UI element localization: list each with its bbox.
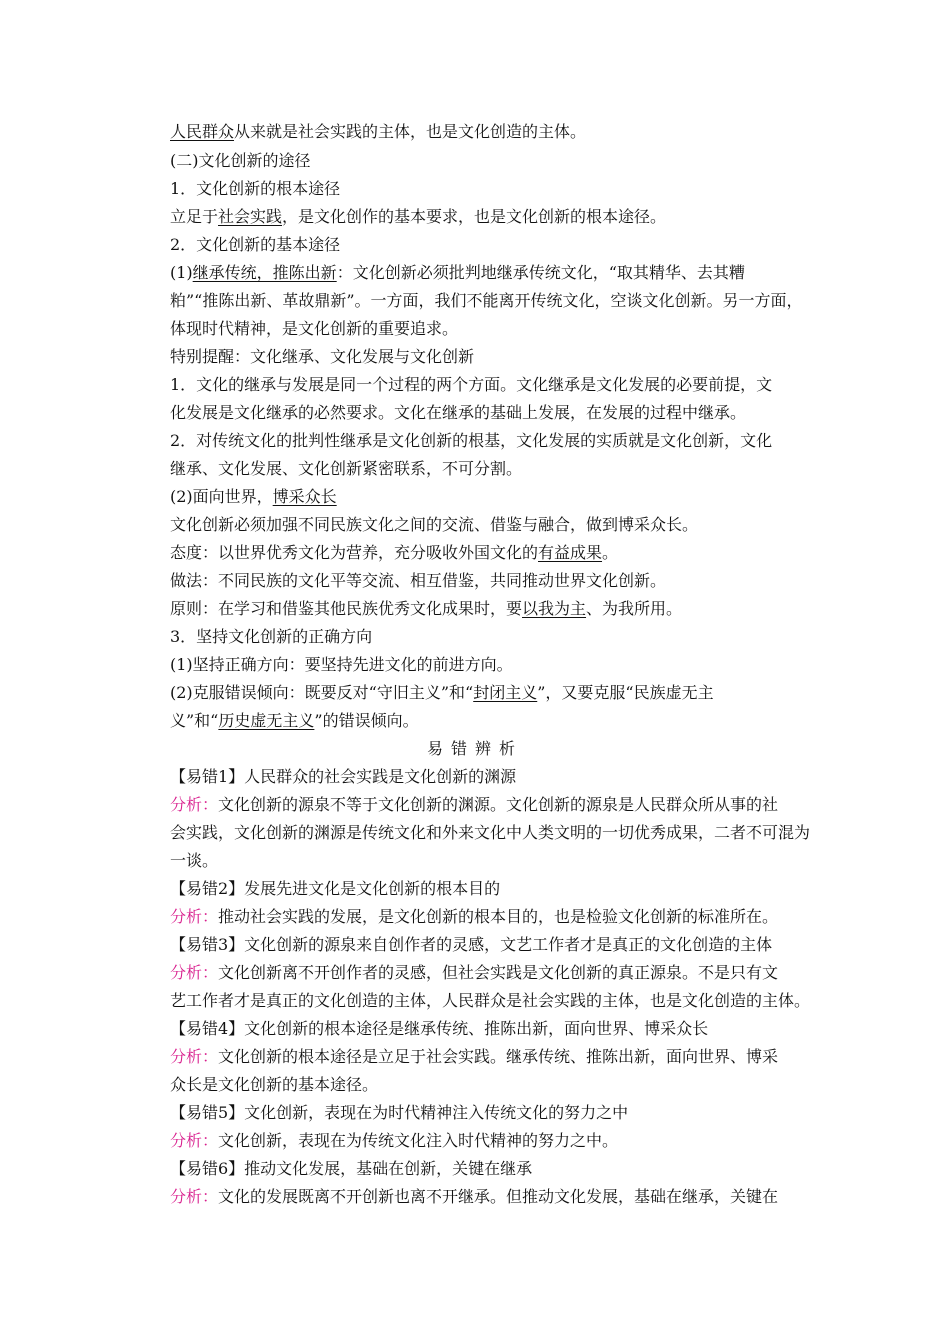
paragraph-line: (2)克服错误倾向：既要反对“守旧主义”和“封闭主义”，又要克服“民族虚无主 [170,683,714,702]
paragraph-line: 继承、文化发展、文化创新紧密联系，不可分割。 [170,459,523,478]
analysis-label: 分析： [170,1047,219,1066]
key-term: 人民群众 [170,122,235,141]
subsection-heading: 1．文化创新的根本途径 [170,179,341,198]
analysis-line: 分析：推动社会实践的发展，是文化创新的根本目的，也是检验文化创新的标准所在。 [170,907,779,926]
paragraph-line: (1)坚持正确方向：要坚持先进文化的前进方向。 [170,655,513,674]
analysis-line: 一谈。 [170,851,219,870]
analysis-line: 分析：文化创新的源泉不等于文化创新的渊源。文化创新的源泉是人民群众所从事的社 [170,795,779,814]
error-heading: 【易错5】文化创新，表现在为时代精神注入传统文化的努力之中 [170,1103,629,1122]
analysis-line: 分析：文化的发展既离不开创新也离不开继承。但推动文化发展，基础在继承，关键在 [170,1187,779,1206]
analysis-label: 分析： [170,1187,219,1206]
paragraph-line: 1．文化的继承与发展是同一个过程的两个方面。文化继承是文化发展的必要前提，文 [170,375,773,394]
key-term: 社会实践 [218,207,283,226]
analysis-line: 分析：文化创新，表现在为传统文化注入时代精神的努力之中。 [170,1131,619,1150]
note-heading: 特别提醒：文化继承、文化发展与文化创新 [170,347,475,366]
analysis-label: 分析： [170,907,219,926]
key-term: 以我为主 [522,599,587,618]
key-term: 封闭主义 [473,683,538,702]
key-term: 有益成果 [538,543,603,562]
error-heading: 【易错4】文化创新的根本途径是继承传统、推陈出新，面向世界、博采众长 [170,1019,709,1038]
analysis-line: 会实践，文化创新的渊源是传统文化和外来文化中人类文明的一切优秀成果，二者不可混为 [170,823,811,842]
subsection-heading: 3．坚持文化创新的正确方向 [170,627,373,646]
paragraph-line: 态度：以世界优秀文化为营养，充分吸收外国文化的有益成果。 [170,543,619,562]
section-title: 易错辨析 [426,739,523,758]
error-heading: 【易错3】文化创新的源泉来自创作者的灵感，文艺工作者才是真正的文化创造的主体 [170,935,773,954]
subsection-heading: 2．文化创新的基本途径 [170,235,341,254]
paragraph-line: 人民群众从来就是社会实践的主体，也是文化创造的主体。 [170,122,587,141]
analysis-line: 众长是文化创新的基本途径。 [170,1075,379,1094]
paragraph-line: 粕”“推陈出新、革故鼎新”。一方面，我们不能离开传统文化，空谈文化创新。另一方面， [170,291,803,310]
paragraph-line: 做法：不同民族的文化平等交流、相互借鉴，共同推动世界文化创新。 [170,571,667,590]
analysis-label: 分析： [170,963,219,982]
analysis-line: 分析：文化创新的根本途径是立足于社会实践。继承传统、推陈出新，面向世界、博采 [170,1047,779,1066]
paragraph-line: 文化创新必须加强不同民族文化之间的交流、借鉴与融合，做到博采众长。 [170,515,699,534]
key-term: 继承传统，推陈出新 [192,263,337,282]
paragraph-line: 立足于社会实践，是文化创作的基本要求，也是文化创新的根本途径。 [170,207,667,226]
paragraph-line: 体现时代精神，是文化创新的重要追求。 [170,319,459,338]
error-heading: 【易错1】人民群众的社会实践是文化创新的渊源 [170,767,517,786]
analysis-label: 分析： [170,795,219,814]
paragraph-line: 2．对传统文化的批判性继承是文化创新的根基，文化发展的实质就是文化创新，文化 [170,431,773,450]
error-heading: 【易错6】推动文化发展，基础在创新，关键在继承 [170,1159,533,1178]
key-term: 历史虚无主义 [218,711,315,730]
paragraph-line: 义”和“历史虚无主义”的错误倾向。 [170,711,419,730]
paragraph-line: 化发展是文化继承的必然要求。文化在继承的基础上发展，在发展的过程中继承。 [170,403,747,422]
analysis-line: 艺工作者才是真正的文化创造的主体，人民群众是社会实践的主体，也是文化创造的主体。 [170,991,811,1010]
section-heading: (二)文化创新的途径 [170,151,311,170]
paragraph-line: (1)继承传统，推陈出新：文化创新必须批判地继承传统文化，“取其精华、去其糟 [170,263,745,282]
analysis-line: 分析：文化创新离不开创作者的灵感，但社会实践是文化创新的真正源泉。不是只有文 [170,963,779,982]
paragraph-line: (2)面向世界，博采众长 [170,487,337,506]
error-heading: 【易错2】发展先进文化是文化创新的根本目的 [170,879,501,898]
key-term: 博采众长 [272,487,337,506]
analysis-label: 分析： [170,1131,219,1150]
paragraph-line: 原则：在学习和借鉴其他民族优秀文化成果时，要以我为主、为我所用。 [170,599,683,618]
